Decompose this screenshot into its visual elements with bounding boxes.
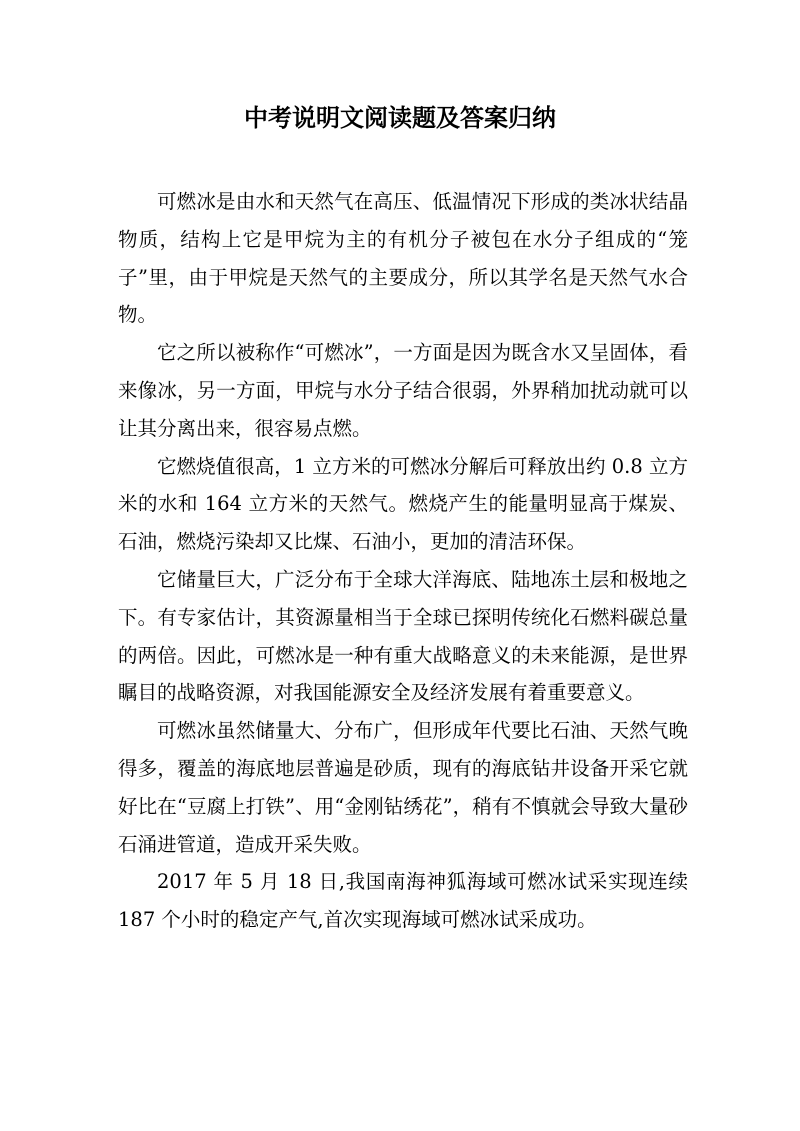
paragraph-3: 它燃烧值很高，1 立方米的可燃冰分解后可释放出约 0.8 立方米的水和 164 立方米的天然气。燃烧产生的能量明显高于煤炭、石油，燃烧污染却又比煤、石油小，更加的清洁环保。 [118, 454, 688, 554]
paragraph-4: 它储量巨大，广泛分布于全球大洋海底、陆地冻土层和极地之下。有专家估计，其资源量相当于全球已探明传统化石燃料碳总量的两倍。因此，可燃冰是一种有重大战略意义的未来能源，是世界瞩目的战略资源，对我国能源安全及经济发展有着重要意义。 [118, 567, 688, 705]
paragraph-6: 2017 年 5 月 18 日,我国南海神狐海域可燃冰试采实现连续 187 个小时的稳定产气,首次实现海域可燃冰试采成功。 [118, 870, 688, 932]
paragraph-1: 可燃冰是由水和天然气在高压、低温情况下形成的类冰状结晶物质，结构上它是甲烷为主的有机分子被包在水分子组成的“笼子”里，由于甲烷是天然气的主要成分，所以其学名是天然气水合物。 [118, 190, 688, 327]
paragraph-5: 可燃冰虽然储量大、分布广，但形成年代要比石油、天然气晚得多，覆盖的海底地层普遍是砂质，现有的海底钻井设备开采它就好比在“豆腐上打铁”、用“金刚钻绣花”，稍有不慎就会导致大量砂石涌进管道，造成开采失败。 [118, 719, 688, 856]
document-body [118, 183, 688, 939]
document-title: 中考说明文阅读题及答案归纳 [244, 103, 556, 132]
paragraph-2: 它之所以被称作“可燃冰”，一方面是因为既含水又呈固体，看来像冰，另一方面，甲烷与水分子结合很弱，外界稍加扰动就可以让其分离出来，很容易点燃。 [118, 341, 688, 440]
